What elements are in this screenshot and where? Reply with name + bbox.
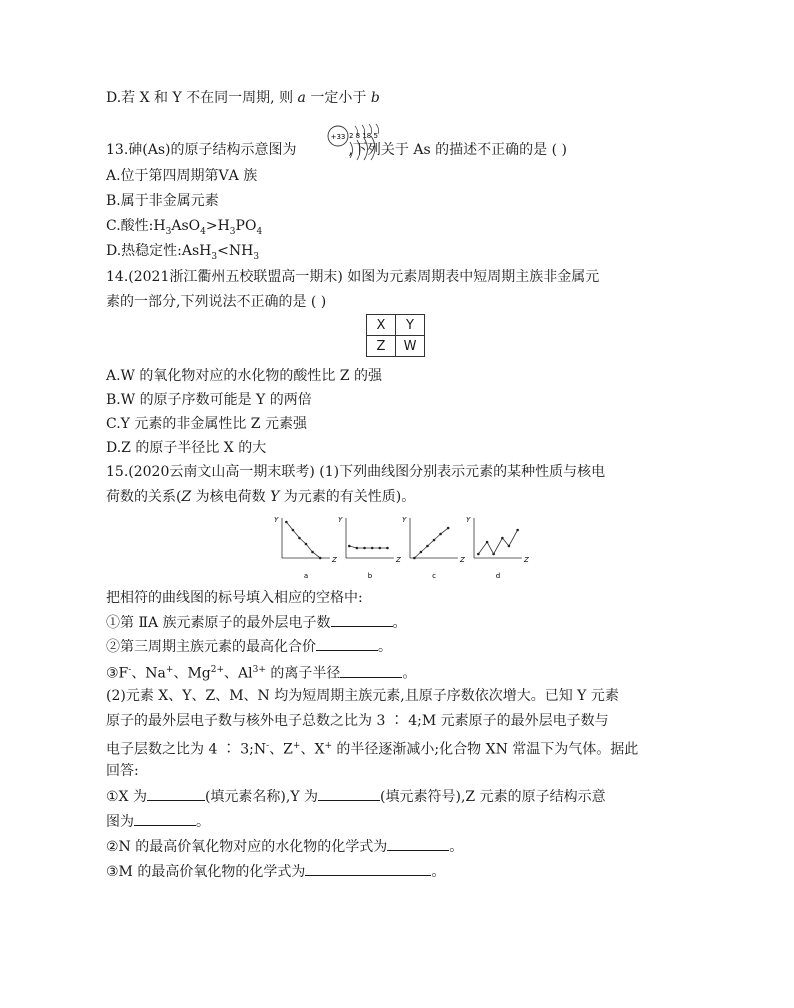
q15-s2-t3: 为元素的有关性质)。 bbox=[279, 489, 416, 505]
x-axis-label: Z bbox=[460, 556, 465, 564]
q15-s2-z: Z bbox=[181, 489, 192, 505]
table-row bbox=[367, 315, 425, 336]
q15-2-item-1b bbox=[106, 811, 210, 832]
graph-label: b bbox=[367, 572, 373, 580]
q13-stem-post: ,下列关于 As 的描述不正确的是 ( ) bbox=[348, 142, 567, 158]
q15-2-item-1 bbox=[106, 786, 606, 807]
data-point bbox=[292, 529, 295, 532]
y-axis-label: Y bbox=[338, 516, 343, 524]
data-point bbox=[501, 537, 504, 540]
q13-c-t2: AsO bbox=[171, 218, 201, 234]
periodic-table-fragment bbox=[366, 314, 425, 357]
ion-radius-text: 的离子半径 bbox=[265, 665, 341, 682]
sup: - bbox=[128, 665, 132, 675]
cell-x: X bbox=[367, 315, 396, 336]
data-point bbox=[348, 545, 351, 548]
q15-2-3-t3: 、X bbox=[300, 741, 325, 758]
q15-2-5-t1: ①X 为 bbox=[106, 789, 147, 805]
q15-2-5-t3: (填元素符号),Z 元素的原子结构示意 bbox=[380, 789, 606, 805]
q13-c-sub2: 4 bbox=[200, 226, 206, 237]
graph-label: a bbox=[303, 572, 309, 580]
data-point bbox=[298, 537, 301, 540]
q13-d-sub2: 3 bbox=[253, 251, 260, 262]
data-point bbox=[426, 545, 429, 548]
q14-option-b: B.W 的原子序数可能是 Y 的两倍 bbox=[106, 392, 312, 408]
data-point bbox=[492, 553, 495, 556]
answer-blank[interactable] bbox=[318, 786, 380, 801]
q13-d-t1: D.热稳定性:AsH bbox=[106, 243, 212, 259]
graph-c bbox=[402, 516, 465, 580]
q15-1-item-1 bbox=[106, 612, 407, 633]
q13-stem-pre: 13.砷(As)的原子结构示意图为 bbox=[106, 142, 297, 158]
graph-d bbox=[466, 516, 529, 580]
q15-2-stem-3 bbox=[106, 736, 638, 760]
x-axis-label: Z bbox=[332, 556, 337, 564]
ion-mg: 、Mg bbox=[173, 665, 211, 682]
q14-stem-2: 素的一部分,下列说法不正确的是 ( ) bbox=[106, 294, 327, 310]
ion-f: ③F bbox=[106, 665, 129, 682]
data-point bbox=[439, 533, 442, 536]
q15-1-item-2 bbox=[106, 636, 392, 657]
answer-blank[interactable] bbox=[331, 612, 393, 627]
q15-2-3-t4: 的半径逐渐减小;化合物 XN 常温下为气体。据此 bbox=[331, 741, 639, 758]
q12-d-text: D.若 X 和 Y 不在同一周期, 则 bbox=[106, 90, 298, 106]
cell-y: Y bbox=[396, 315, 425, 336]
data-point bbox=[305, 543, 308, 546]
q12-d-mid: 一定小于 bbox=[305, 90, 371, 106]
answer-blank[interactable] bbox=[340, 663, 402, 678]
q15-1-1-text: ①第 ⅡA 族元素原子的最外层电子数 bbox=[106, 615, 331, 631]
x-axis-label: Z bbox=[524, 556, 529, 564]
q13-option-c bbox=[106, 216, 262, 242]
q15-fill-instruction: 把相符的曲线图的标号填入相应的空格中: bbox=[106, 590, 363, 606]
shell-electrons: 2 8 18 5 bbox=[349, 132, 378, 140]
cell-w: W bbox=[396, 336, 425, 357]
data-point bbox=[508, 545, 511, 548]
answer-blank[interactable] bbox=[305, 861, 431, 876]
shell-arc-2 bbox=[357, 140, 360, 160]
q13-c-sub4: 4 bbox=[256, 226, 263, 237]
sup: + bbox=[165, 665, 174, 675]
y-axis-label: Y bbox=[466, 516, 471, 524]
q14-option-d: D.Z 的原子半径比 X 的大 bbox=[106, 440, 267, 456]
q13-option-d bbox=[106, 241, 259, 267]
graph-a bbox=[274, 516, 337, 580]
shell-arc-1 bbox=[350, 142, 353, 158]
graph-b bbox=[338, 516, 401, 580]
q15-1-item-3 bbox=[106, 660, 416, 684]
graph-label: d bbox=[495, 572, 501, 580]
var-b: b bbox=[370, 90, 380, 106]
period: 。 bbox=[402, 665, 417, 682]
sup: + bbox=[324, 741, 332, 751]
data-point bbox=[433, 539, 436, 542]
q15-2-stem-2: 原子的最外层电子数与核外电子总数之比为 3 ∶ 4;M 元素原子的最外层电子数与 bbox=[106, 713, 609, 729]
q15-2-5-t2: (填元素名称),Y 为 bbox=[204, 789, 319, 805]
q14-stem-1: 14.(2021浙江衢州五校联盟高一期末) 如图为元素周期表中短周期主族非金属元 bbox=[106, 269, 600, 285]
property-graphs bbox=[268, 512, 530, 582]
sup: 3+ bbox=[252, 665, 266, 675]
q15-2-item-2 bbox=[106, 836, 463, 857]
q15-2-6-t1: 图为 bbox=[106, 814, 134, 830]
data-point bbox=[311, 551, 314, 554]
q15-2-3-t1: 电子层数之比为 4 ∶ 3;N bbox=[106, 741, 267, 758]
data-point bbox=[319, 557, 322, 560]
data-point bbox=[477, 553, 480, 556]
x-axis-label: Z bbox=[396, 556, 401, 564]
period: 。 bbox=[392, 615, 407, 631]
answer-blank[interactable] bbox=[316, 636, 378, 651]
y-axis-label: Y bbox=[402, 516, 407, 524]
q13-d-t2: <NH bbox=[217, 243, 254, 259]
cell-z: Z bbox=[367, 336, 396, 357]
q15-s2-t1: 荷数的关系( bbox=[106, 489, 182, 505]
period: 。 bbox=[378, 639, 392, 655]
q15-stem-1: 15.(2020云南文山高一期末联考) (1)下列曲线图分别表示元素的某种性质与核电 bbox=[106, 464, 606, 480]
q15-1-2-text: ②第三周期主族元素的最高化合价 bbox=[106, 639, 316, 655]
q12-option-d bbox=[106, 88, 380, 108]
nucleus-charge: +33 bbox=[330, 133, 346, 141]
period: 。 bbox=[196, 814, 210, 830]
ion-na: 、Na bbox=[131, 665, 166, 682]
data-point bbox=[371, 547, 374, 550]
q14-option-c: C.Y 元素的非金属性比 Z 元素强 bbox=[106, 416, 307, 432]
shell-arc-3 bbox=[364, 138, 368, 160]
data-point bbox=[379, 547, 382, 550]
data-point bbox=[386, 547, 389, 550]
answer-blank[interactable] bbox=[134, 811, 196, 826]
var-a: a bbox=[297, 90, 306, 106]
as-atom-structure-diagram bbox=[326, 122, 382, 162]
data-point bbox=[516, 529, 519, 532]
sup: 2+ bbox=[210, 665, 225, 675]
period: 。 bbox=[431, 864, 446, 880]
q15-s2-y: Y bbox=[270, 489, 280, 505]
sup: + bbox=[292, 741, 301, 751]
q13-c-t3: >H bbox=[205, 218, 230, 234]
ion-al: 、Al bbox=[224, 665, 253, 682]
answer-blank[interactable] bbox=[147, 786, 205, 801]
q13-option-b: B.属于非金属元素 bbox=[106, 193, 219, 209]
q15-2-8-t1: ③M 的最高价氧化物的化学式为 bbox=[106, 864, 306, 880]
graph-curve bbox=[286, 522, 320, 558]
data-point bbox=[447, 527, 450, 530]
period: 。 bbox=[449, 839, 464, 855]
q15-s2-t2: 为核电荷数 bbox=[191, 489, 271, 505]
graph-label: c bbox=[432, 572, 436, 580]
data-point bbox=[413, 557, 416, 560]
q13-c-sub3: 3 bbox=[229, 226, 236, 237]
graph-curve bbox=[414, 528, 448, 558]
data-point bbox=[285, 521, 288, 524]
q15-2-item-3 bbox=[106, 861, 445, 882]
data-point bbox=[363, 547, 366, 550]
q15-2-stem-1: (2)元素 X、Y、Z、M、N 均为短周期主族元素,且原子序数依次增大。已知 Y 元素 bbox=[106, 688, 619, 704]
q14-option-a: A.W 的氧化物对应的水化物的酸性比 Z 的强 bbox=[106, 368, 383, 384]
q13-c-t1: C.酸性:H bbox=[106, 218, 166, 234]
graph-curve bbox=[478, 530, 517, 554]
data-point bbox=[356, 547, 359, 550]
q13-option-a: A.位于第四周期第ⅤA 族 bbox=[106, 168, 258, 184]
q15-2-7-t1: ②N 的最高价氧化物对应的水化物的化学式为 bbox=[106, 839, 388, 855]
q13-c-t4: PO bbox=[235, 218, 257, 234]
q15-stem-2 bbox=[106, 487, 415, 507]
table-row bbox=[367, 336, 425, 357]
sup: - bbox=[266, 741, 270, 751]
y-axis-label: Y bbox=[274, 516, 279, 524]
data-point bbox=[420, 551, 423, 554]
q13-c-sub1: 3 bbox=[165, 226, 172, 237]
graph-curve bbox=[349, 546, 387, 548]
data-point bbox=[486, 541, 489, 544]
q13-d-sub1: 3 bbox=[211, 251, 218, 262]
answer-blank[interactable] bbox=[387, 836, 449, 851]
q15-2-3-t2: 、Z bbox=[269, 741, 293, 758]
q15-2-stem-4: 回答: bbox=[106, 763, 139, 779]
